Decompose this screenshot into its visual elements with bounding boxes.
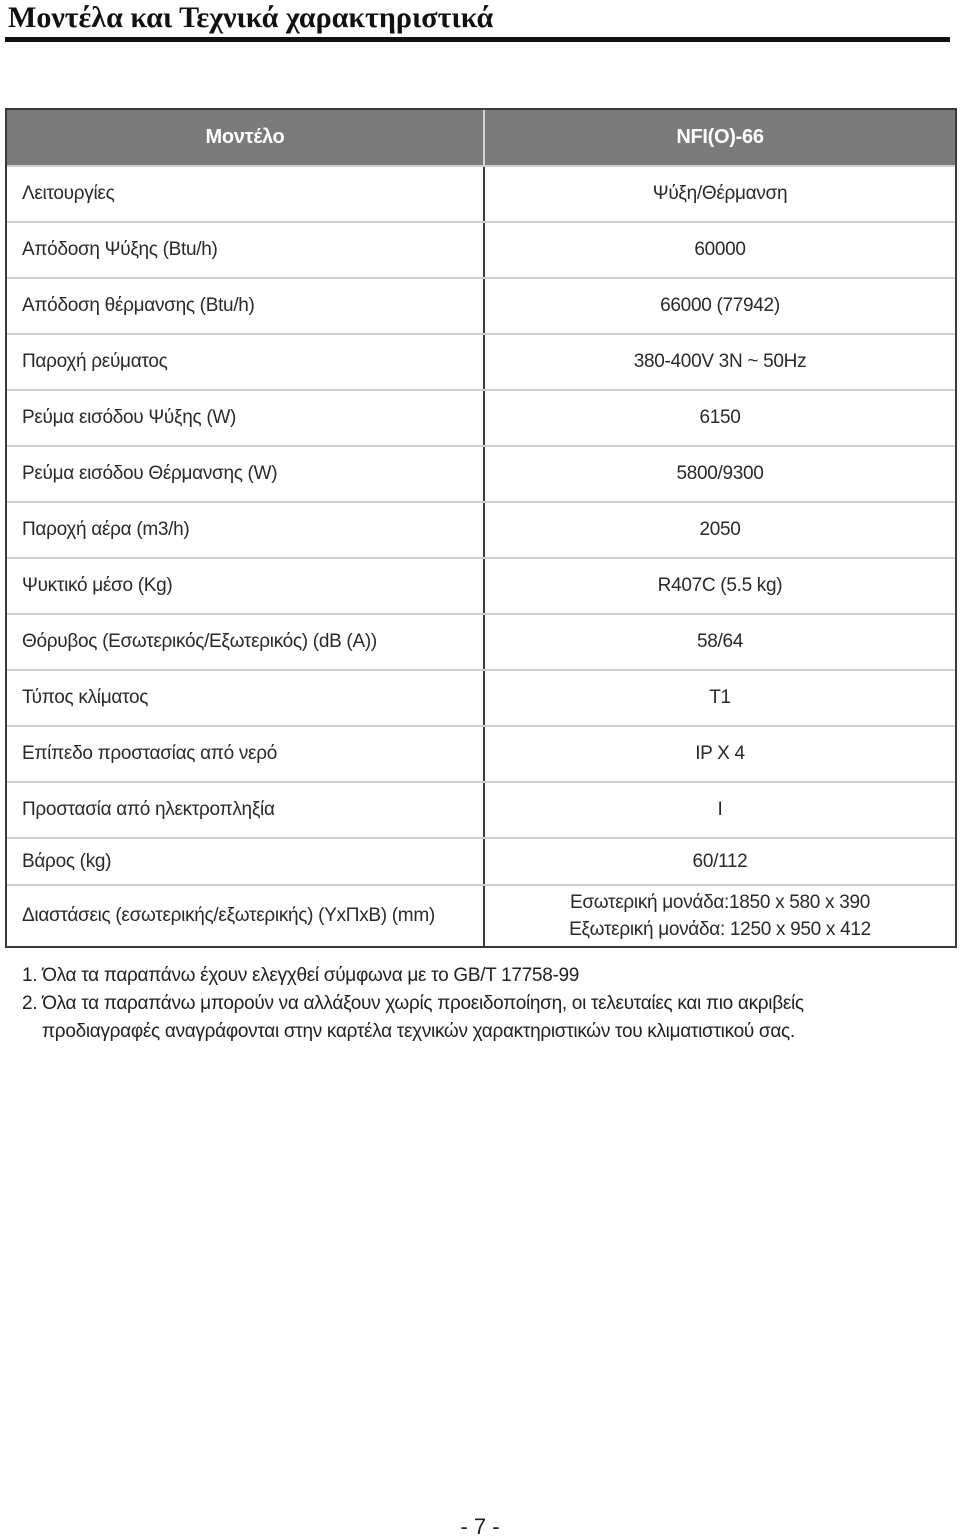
row-label: Επίπεδο προστασίας από νερό — [22, 743, 277, 764]
table-row — [7, 557, 955, 613]
row-label: Βάρος (kg) — [22, 850, 112, 872]
footnote-2-line-2: προδιαγραφές αναγράφονται στην καρτέλα τεχνικών χαρακτηριστικών του κλιματιστικού σας. — [42, 1021, 795, 1042]
row-value-cell — [485, 886, 955, 946]
row-label-cell — [7, 783, 485, 837]
row-label: Λειτουργίες — [22, 183, 115, 204]
footnote-1: 1. Όλα τα παραπάνω έχουν ελεγχθεί σύμφωνα με το GB/T 17758-99 — [22, 965, 580, 986]
row-value: 58/64 — [696, 631, 744, 652]
row-value: 2050 — [699, 519, 741, 540]
row-value: 66000 (77942) — [660, 295, 780, 316]
row-value-cell — [485, 447, 955, 501]
row-value-cell — [485, 671, 955, 725]
footnote-2-line-1: 2. Όλα τα παραπάνω μπορούν να αλλάξουν χωρίς προειδοποίηση, οι τελευταίες και πιο ακριβείς — [22, 993, 804, 1014]
row-value-cell — [485, 279, 955, 333]
row-value: 6150 — [699, 407, 741, 428]
table-row — [7, 389, 955, 445]
table-row — [7, 221, 955, 277]
row-label: Ρεύμα εισόδου Ψύξης (W) — [22, 407, 237, 428]
row-label: Προστασία από ηλεκτροπληξία — [22, 799, 275, 820]
row-value-cell — [485, 503, 955, 557]
row-label: Απόδοση Ψύξης (Btu/h) — [22, 239, 218, 260]
row-value-cell — [485, 167, 955, 221]
row-label: Παροχή ρεύματος — [22, 351, 168, 372]
row-value-outdoor-dimensions: Εξωτερική μονάδα: 1250 x 950 x 412 — [569, 919, 871, 940]
row-label-cell — [7, 335, 485, 389]
spec-table — [5, 108, 957, 948]
table-row — [7, 501, 955, 557]
row-value-cell — [485, 391, 955, 445]
row-value-cell — [485, 223, 955, 277]
row-label-cell — [7, 671, 485, 725]
row-value: 60/112 — [692, 850, 748, 872]
row-label-cell — [7, 503, 485, 557]
row-label-cell — [7, 167, 485, 221]
row-label: Τύπος κλίματος — [22, 687, 149, 708]
table-row — [7, 333, 955, 389]
row-label: Παροχή αέρα (m3/h) — [22, 519, 190, 540]
row-label: Ψυκτικό μέσο (Kg) — [22, 575, 173, 596]
row-value-cell — [485, 839, 955, 884]
table-header-row — [7, 110, 955, 165]
row-value-cell — [485, 615, 955, 669]
header-label: Μοντέλο — [205, 126, 285, 148]
table-row — [7, 837, 955, 884]
row-label-cell — [7, 886, 485, 946]
row-label-cell — [7, 447, 485, 501]
row-label-cell — [7, 727, 485, 781]
row-label-cell — [7, 223, 485, 277]
row-label-cell — [7, 559, 485, 613]
title-divider — [5, 37, 950, 42]
row-value: I — [717, 799, 723, 820]
row-label: Διαστάσεις (εσωτερικής/εξωτερικής) (ΥxΠxΒ) (mm) — [22, 905, 435, 926]
row-value: 5800/9300 — [676, 463, 764, 484]
row-value-indoor-dimensions: Εσωτερική μονάδα:1850 x 580 x 390 — [569, 892, 871, 913]
row-label-cell — [7, 615, 485, 669]
row-label-cell — [7, 279, 485, 333]
row-label-cell — [7, 839, 485, 884]
table-row — [7, 725, 955, 781]
header-label-cell — [7, 110, 485, 165]
table-row — [7, 165, 955, 221]
row-value: 380-400V 3N ~ 50Hz — [633, 351, 807, 372]
header-model-cell — [485, 110, 955, 165]
table-row — [7, 277, 955, 333]
table-row — [7, 884, 955, 946]
table-row — [7, 669, 955, 725]
footnotes — [22, 962, 804, 1046]
row-value-cell — [485, 335, 955, 389]
row-value: IP X 4 — [695, 743, 745, 764]
row-value: T1 — [709, 687, 731, 708]
row-label: Απόδοση θέρμανσης (Btu/h) — [22, 295, 255, 316]
page-title: Μοντέλα και Τεχνικά χαρακτηριστικά — [8, 1, 494, 34]
table-row — [7, 613, 955, 669]
row-label: Ρεύμα εισόδου Θέρμανσης (W) — [22, 463, 278, 484]
page-number: - 7 - — [460, 1514, 500, 1539]
row-value: 60000 — [694, 239, 746, 260]
row-value: Ψύξη/Θέρμανση — [652, 183, 788, 204]
row-value: R407C (5.5 kg) — [657, 575, 783, 596]
row-label-cell — [7, 391, 485, 445]
row-value-cell — [485, 727, 955, 781]
table-row — [7, 781, 955, 837]
row-label: Θόρυβος (Εσωτερικός/Εξωτερικός) (dB (A)) — [22, 631, 377, 652]
row-value-cell — [485, 559, 955, 613]
row-value-cell — [485, 783, 955, 837]
header-model: NFI(O)-66 — [676, 126, 764, 148]
table-row — [7, 445, 955, 501]
